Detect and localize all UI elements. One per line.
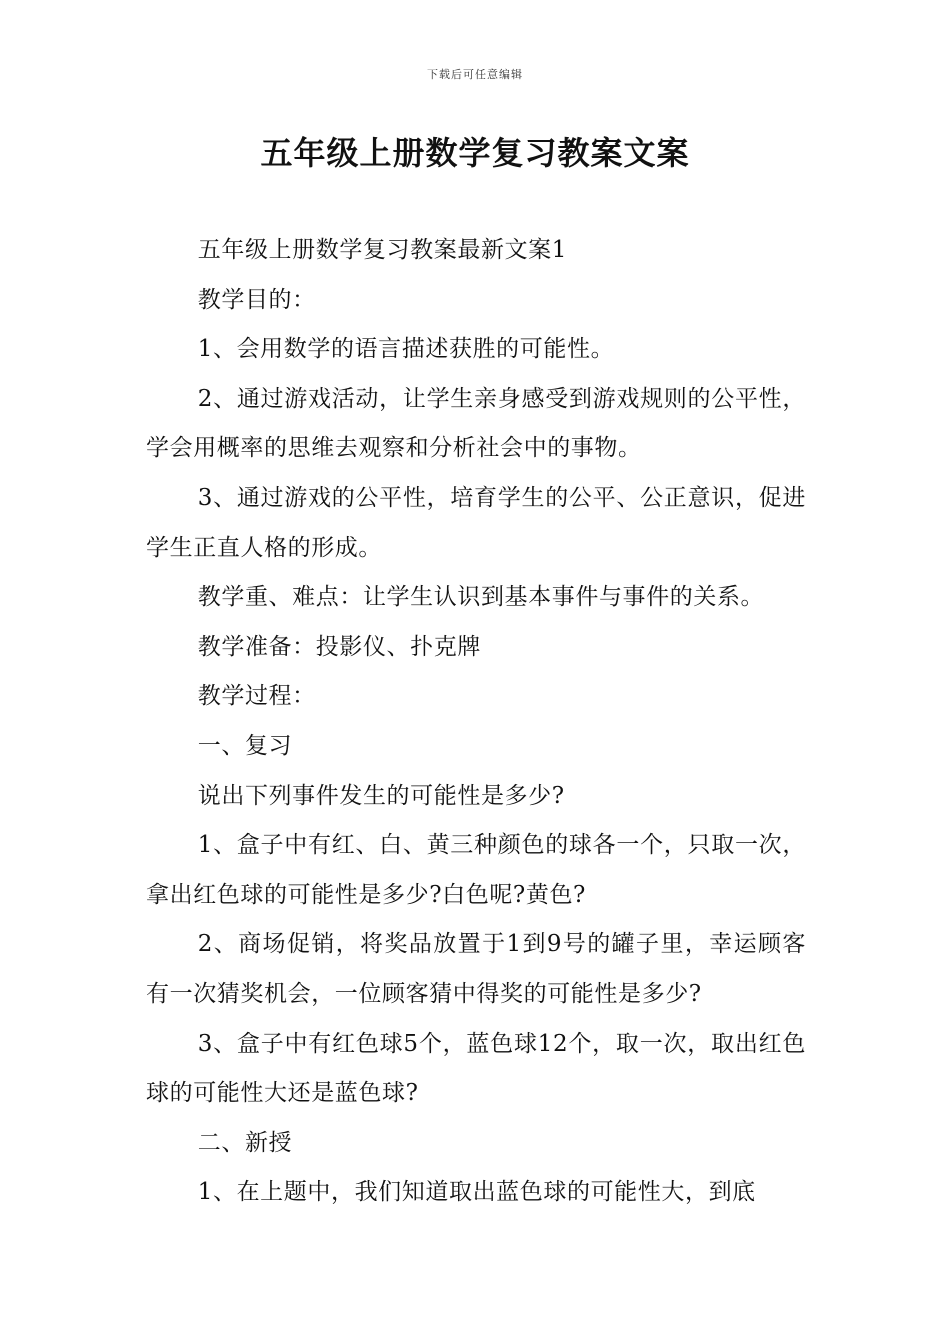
header-note: 下载后可任意编辑 bbox=[427, 68, 523, 81]
paragraph: 教学目的： bbox=[197, 286, 316, 313]
document-body bbox=[146, 226, 806, 1218]
paragraph: 3、盒子中有红色球5个，蓝色球12个，取一次，取出红色球的可能性大还是蓝色球? bbox=[146, 1030, 806, 1107]
paragraph: 1、盒子中有红、白、黄三种颜色的球各一个，只取一次，拿出红色球的可能性是多少?白色呢?黄色? bbox=[146, 832, 806, 908]
paragraph: 教学准备：投影仪、扑克牌 bbox=[197, 633, 481, 660]
document-title: 五年级上册数学复习教案文案 bbox=[260, 134, 690, 172]
paragraph: 1、在上题中，我们知道取出蓝色球的可能性大，到底 bbox=[197, 1179, 756, 1206]
paragraph: 1、会用数学的语言描述获胜的可能性。 bbox=[197, 336, 615, 363]
paragraph: 3、通过游戏的公平性，培育学生的公平、公正意识，促进学生正直人格的形成。 bbox=[146, 484, 806, 561]
paragraph: 2、通过游戏活动，让学生亲身感受到游戏规则的公平性，学会用概率的思维去观察和分析社会中的事物。 bbox=[146, 385, 806, 462]
paragraph: 二、新授 bbox=[197, 1129, 293, 1156]
paragraph: 教学过程： bbox=[197, 683, 316, 710]
paragraph: 一、复习 bbox=[197, 732, 293, 759]
paragraph: 说出下列事件发生的可能性是多少? bbox=[197, 782, 565, 809]
paragraph: 教学重、难点：让学生认识到基本事件与事件的关系。 bbox=[197, 584, 765, 611]
paragraph: 2、商场促销，将奖品放置于1到9号的罐子里，幸运顾客有一次猜奖机会，一位顾客猜中得奖的可能性是多少? bbox=[146, 931, 806, 1007]
paragraph: 五年级上册数学复习教案最新文案1 bbox=[197, 237, 567, 263]
